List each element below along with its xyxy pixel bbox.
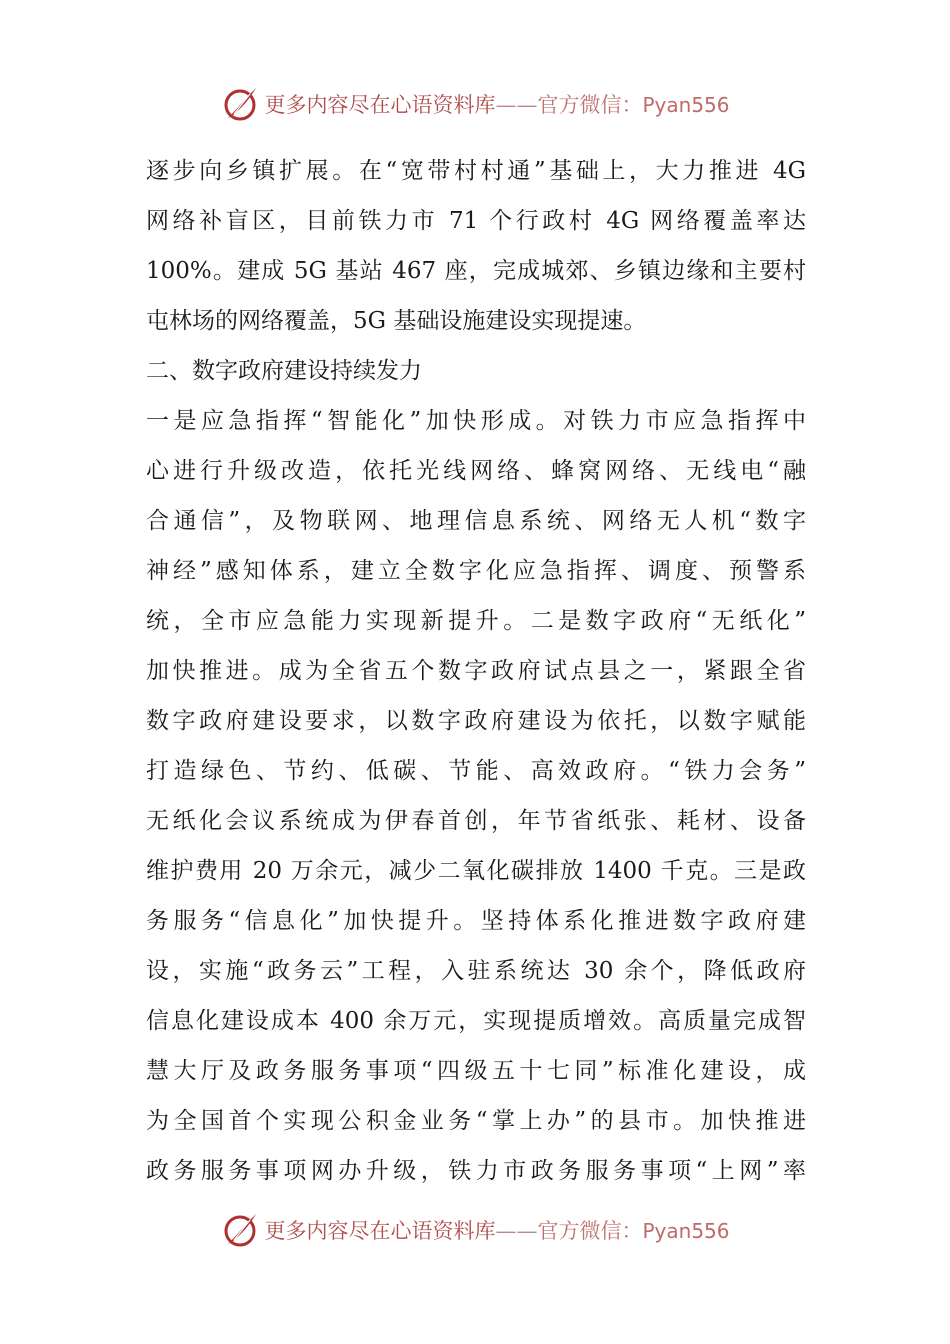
text-line: 加快推进。成为全省五个数字政府试点县之一，紧跟全省 [146,658,806,684]
text-line: 神经”感知体系，建立全数字化应急指挥、调度、预警系 [146,558,806,584]
text-line: 务服务“信息化”加快提升。坚持体系化推进数字政府建 [146,908,806,934]
banner-wechat-id: Pyan556 [642,93,730,117]
banner-wechat-label: 官方微信： [537,93,643,117]
text-line: 政务服务事项网办升级，铁力市政务服务事项“上网”率 [146,1158,806,1184]
text-line: 二、数字政府建设持续发力 [146,358,422,384]
text-line: 网络补盲区，目前铁力市 71 个行政村 4G 网络覆盖率达 [146,208,806,234]
text-line: 逐步向乡镇扩展。在“宽带村村通”基础上，大力推进 4G [146,158,806,184]
banner-wechat-id: Pyan556 [642,1219,730,1243]
text-line: 打造绿色、节约、低碳、节能、高效政府。“铁力会务” [146,758,806,784]
quill-logo-icon [220,1210,260,1250]
document-body [146,146,806,1196]
text-line: 数字政府建设要求，以数字政府建设为依托，以数字赋能 [146,708,806,734]
banner-wechat-label: 官方微信： [537,1219,643,1243]
text-line: 心进行升级改造，依托光线网络、蜂窝网络、无线电“融 [146,458,806,484]
banner-main: 更多内容尽在心语资料库 [264,1219,496,1243]
text-line: 100%。建成 5G 基站 467 座，完成城郊、乡镇边缘和主要村 [146,258,806,284]
text-line: 合通信”，及物联网、地理信息系统、网络无人机“数字 [146,508,806,534]
header-banner [0,82,950,126]
text-line: 屯林场的网络覆盖，5G 基础设施建设实现提速。 [146,308,647,334]
text-line: 为全国首个实现公积金业务“掌上办”的县市。加快推进 [146,1108,806,1134]
banner-text [264,1215,729,1245]
text-line: 无纸化会议系统成为伊春首创，年节省纸张、耗材、设备 [146,808,806,834]
text-line: 信息化建设成本 400 余万元，实现提质增效。高质量完成智 [146,1008,806,1034]
quill-logo-icon [220,84,260,124]
text-line: 慧大厅及政务服务事项“四级五十七同”标准化建设，成 [146,1058,806,1084]
footer-banner [0,1208,950,1252]
text-line: 维护费用 20 万余元，减少二氧化碳排放 1400 千克。三是政 [146,858,806,884]
text-line: 统，全市应急能力实现新提升。二是数字政府“无纸化” [146,608,806,634]
text-line: 设，实施“政务云”工程，入驻系统达 30 余个，降低政府 [146,958,806,984]
banner-dash: —— [495,93,538,117]
text-line: 一是应急指挥“智能化”加快形成。对铁力市应急指挥中 [146,408,806,434]
banner-text [264,89,729,119]
banner-dash: —— [495,1219,538,1243]
banner-main: 更多内容尽在心语资料库 [264,93,496,117]
